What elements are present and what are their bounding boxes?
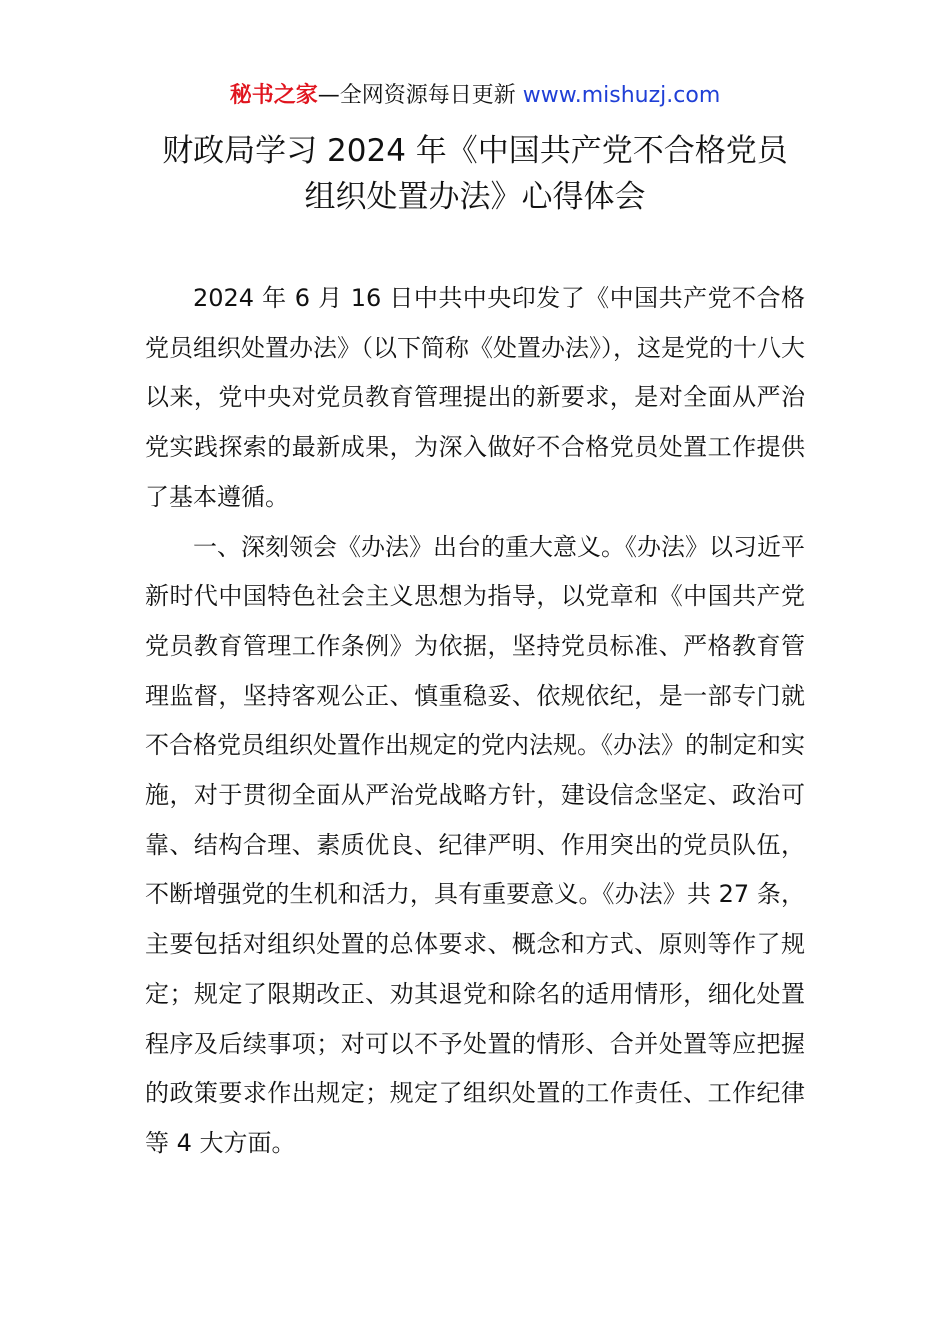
site-header [0, 80, 950, 112]
title-line-1: 财政局学习 2024 年《中国共产党不合格党员 [162, 133, 788, 169]
document-body [145, 274, 805, 1169]
paragraph-section-1: 一、深刻领会《办法》出台的重大意义。《办法》以习近平新时代中国特色社会主义思想为指导，以党章和《中国共产党党员教育管理工作条例》为依据，坚持党员标准、严格教育管理监督，坚持客观公正、慎重稳妥、依规依纪，是一部专门就不合格党员组织处置作出规定的党内法规。《办法》的制定和实施，对于贯彻全面从严治党战略方针，建设信念坚定、政治可靠、结构合理、素质优良、纪律严明、作用突出的党员队伍，不断增强党的生机和活力，具有重要意义。《办法》共 27 条，主要包括对组织处置的总体要求、概念和方式、原则等作了规定；规定了限期改正、劝其退党和除名的适用情形，细化处置程序及后续事项；对可以不予处置的情形、合并处置等应把握的政策要求作出规定；规定了组织处置的工作责任、工作纪律等 4 大方面。 [145, 532, 805, 1157]
document-title [0, 128, 950, 220]
paragraph-intro: 2024 年 6 月 16 日中共中央印发了《中国共产党不合格党员组织处置办法》（以下简称《处置办法》），这是党的十八大以来，党中央对党员教育管理提出的新要求，是对全面从严治党实践探索的最新成果，为深入做好不合格党员处置工作提供了基本遵循。 [145, 284, 805, 511]
site-tagline: —全网资源每日更新 [317, 83, 523, 108]
site-url-link[interactable]: www.mishuzj.com [522, 83, 721, 108]
title-line-2: 组织处置办法》心得体会 [304, 179, 646, 215]
site-brand: 秘书之家 [229, 83, 318, 108]
